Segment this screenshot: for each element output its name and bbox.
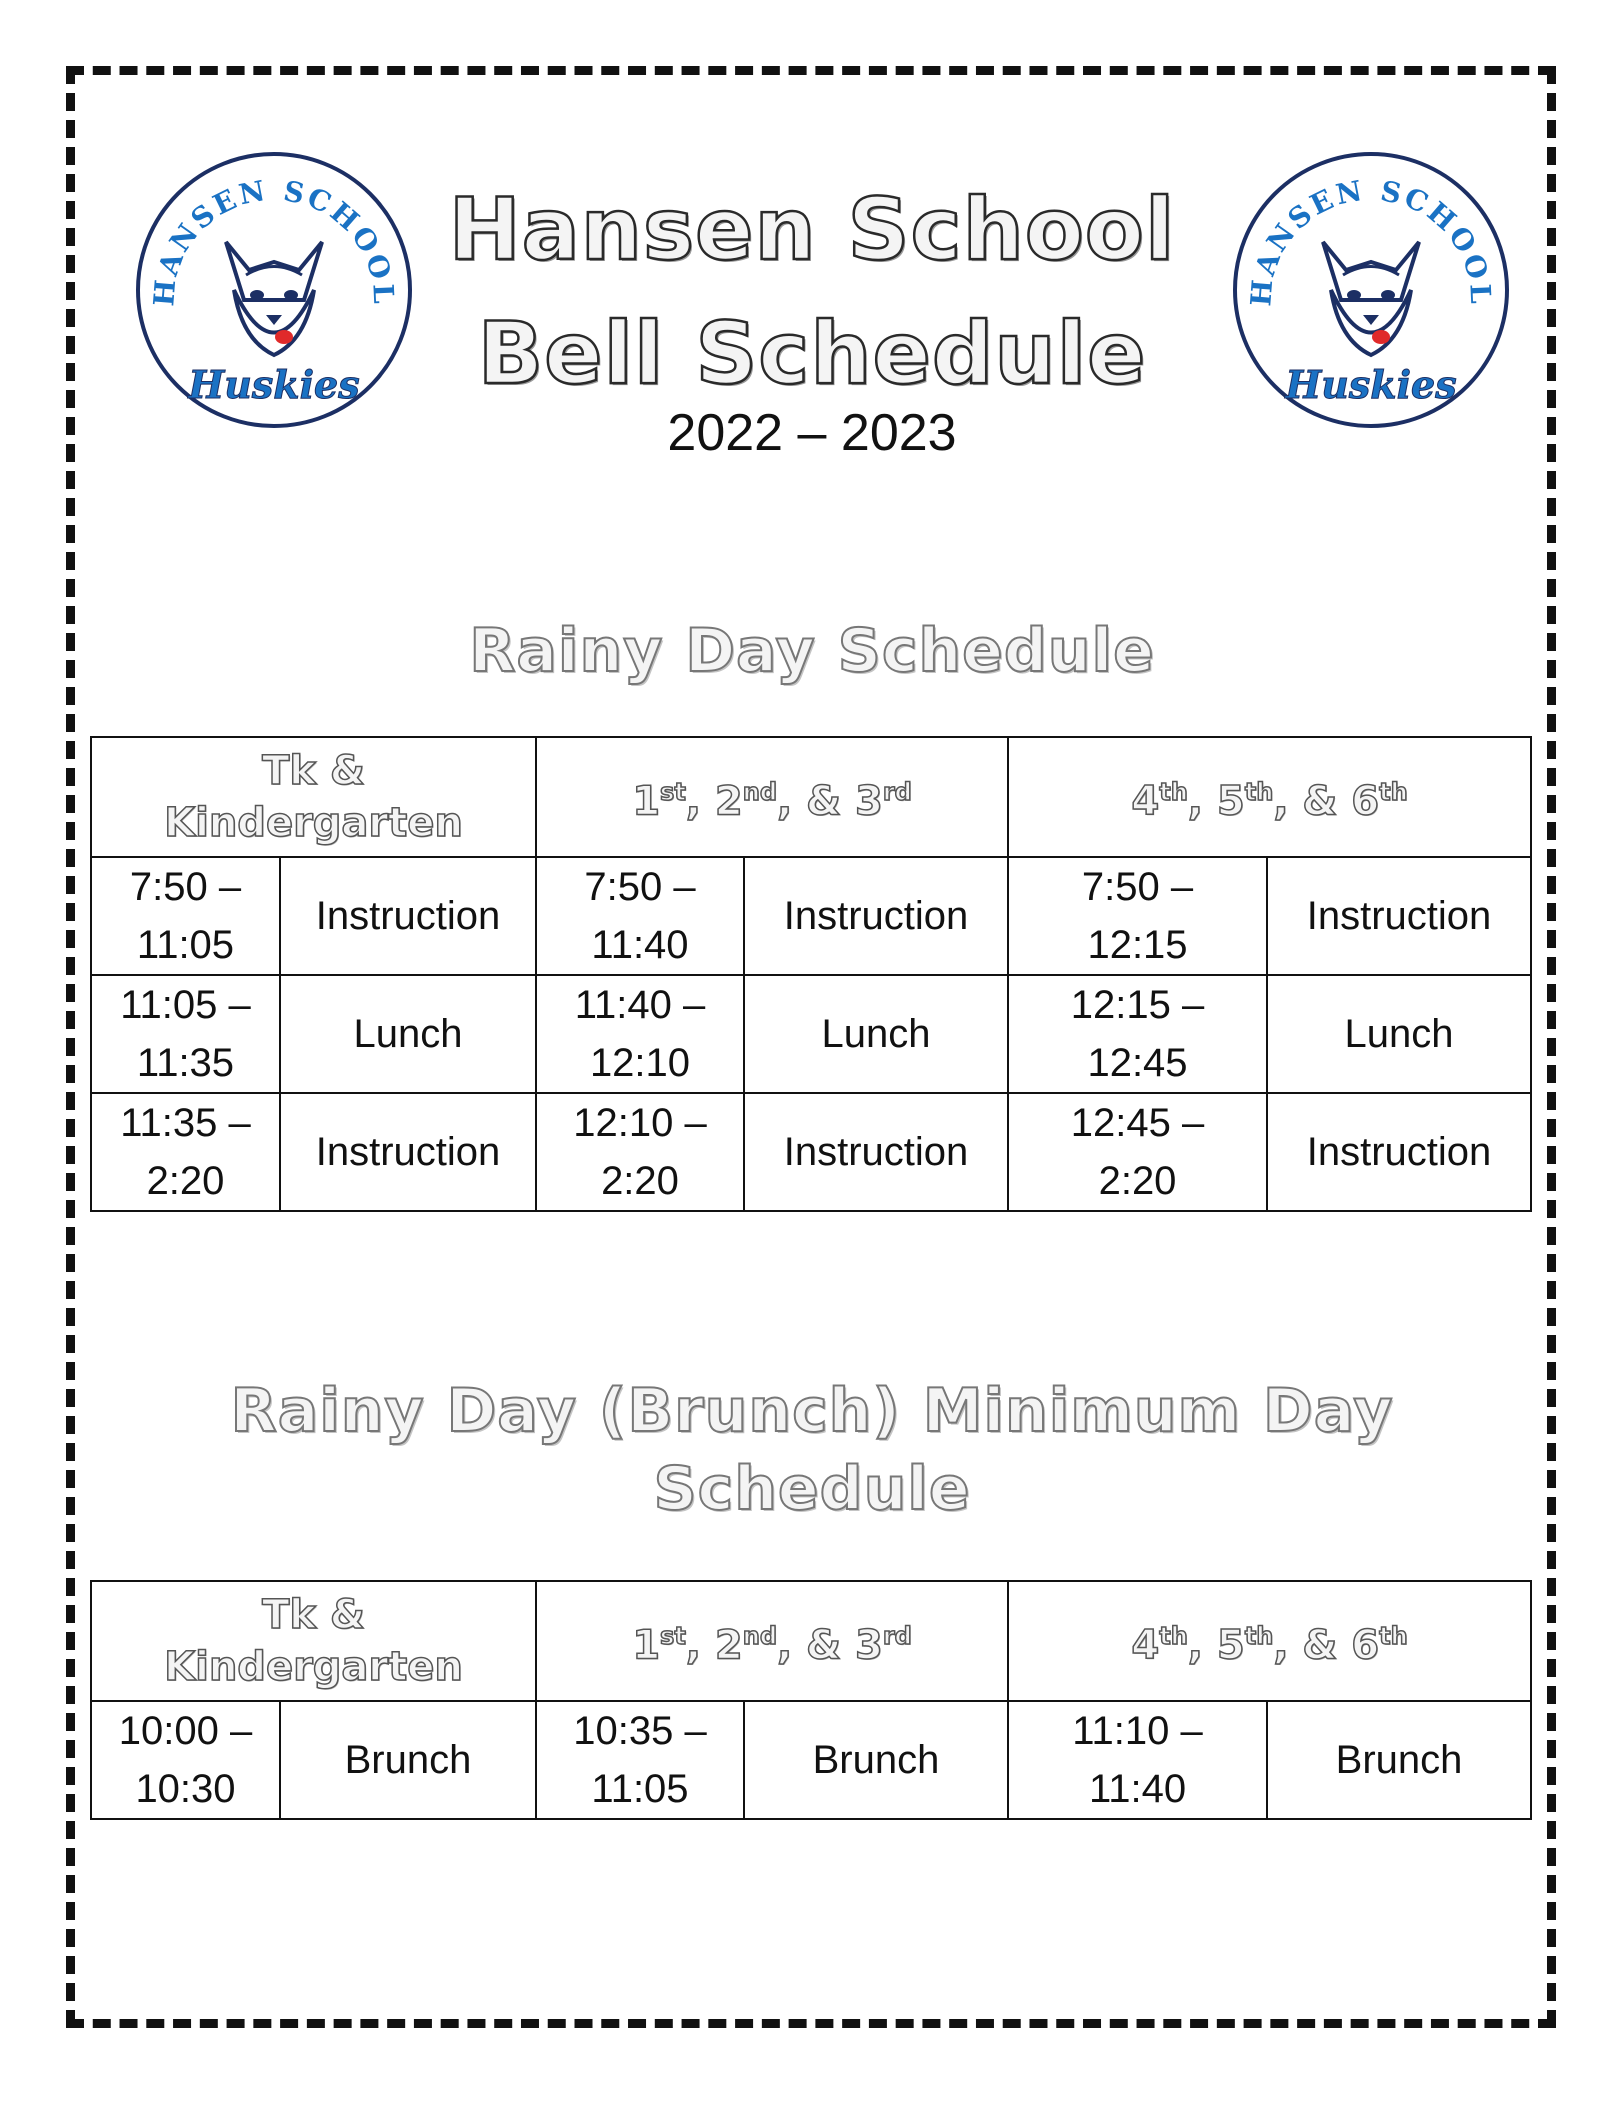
activity-cell: Instruction bbox=[1267, 857, 1531, 975]
svg-text:HANSEN SCHOOL: HANSEN SCHOOL bbox=[147, 173, 401, 308]
time-cell: 12:10 – 2:20 bbox=[536, 1093, 744, 1211]
table-header-row bbox=[91, 1581, 1531, 1701]
activity-cell: Brunch bbox=[744, 1701, 1008, 1819]
header-grades-1-3: 1st, 2nd, & 3rd bbox=[536, 1581, 1008, 1701]
time-cell: 7:50 – 11:05 bbox=[91, 857, 280, 975]
title-line-2: Bell Schedule bbox=[477, 304, 1147, 404]
minimum-day-table bbox=[90, 1580, 1532, 1820]
table-row bbox=[91, 857, 1531, 975]
activity-cell: Instruction bbox=[280, 1093, 536, 1211]
title-line-1: Hansen School bbox=[448, 180, 1176, 280]
rainy-day-table bbox=[90, 736, 1532, 1212]
time-cell: 11:35 – 2:20 bbox=[91, 1093, 280, 1211]
page-title bbox=[420, 168, 1204, 416]
activity-cell: Brunch bbox=[1267, 1701, 1531, 1819]
header-tk-kindergarten: Tk & Kindergarten bbox=[91, 737, 536, 857]
table-row bbox=[91, 1093, 1531, 1211]
activity-cell: Lunch bbox=[1267, 975, 1531, 1093]
activity-cell: Lunch bbox=[280, 975, 536, 1093]
time-cell: 10:35 – 11:05 bbox=[536, 1701, 744, 1819]
activity-cell: Lunch bbox=[744, 975, 1008, 1093]
time-cell: 12:15 – 12:45 bbox=[1008, 975, 1267, 1093]
header-grades-1-3: 1st, 2nd, & 3rd bbox=[536, 737, 1008, 857]
activity-cell: Instruction bbox=[280, 857, 536, 975]
svg-text:Huskies: Huskies bbox=[188, 362, 360, 407]
time-cell: 10:00 – 10:30 bbox=[91, 1701, 280, 1819]
time-cell: 11:10 – 11:40 bbox=[1008, 1701, 1267, 1819]
rainy-day-title: Rainy Day Schedule bbox=[469, 616, 1155, 686]
svg-text:Huskies: Huskies bbox=[1285, 362, 1457, 407]
school-year: 2022 – 2023 bbox=[667, 404, 957, 462]
time-cell: 11:40 – 12:10 bbox=[536, 975, 744, 1093]
huskies-logo-left bbox=[134, 150, 414, 430]
header-grades-4-6: 4th, 5th, & 6th bbox=[1008, 737, 1531, 857]
time-cell: 12:45 – 2:20 bbox=[1008, 1093, 1267, 1211]
time-cell: 7:50 – 12:15 bbox=[1008, 857, 1267, 975]
table-row bbox=[91, 1701, 1531, 1819]
header-grades-4-6: 4th, 5th, & 6th bbox=[1008, 1581, 1531, 1701]
minimum-day-title: Rainy Day (Brunch) Minimum Day Schedule bbox=[230, 1376, 1394, 1524]
activity-cell: Instruction bbox=[1267, 1093, 1531, 1211]
svg-text:HANSEN SCHOOL: HANSEN SCHOOL bbox=[1244, 173, 1498, 308]
header-tk-kindergarten: Tk & Kindergarten bbox=[91, 1581, 536, 1701]
huskies-logo-right bbox=[1231, 150, 1511, 430]
activity-cell: Brunch bbox=[280, 1701, 536, 1819]
table-row bbox=[91, 975, 1531, 1093]
activity-cell: Instruction bbox=[744, 1093, 1008, 1211]
table-header-row bbox=[91, 737, 1531, 857]
activity-cell: Instruction bbox=[744, 857, 1008, 975]
time-cell: 11:05 – 11:35 bbox=[91, 975, 280, 1093]
time-cell: 7:50 – 11:40 bbox=[536, 857, 744, 975]
